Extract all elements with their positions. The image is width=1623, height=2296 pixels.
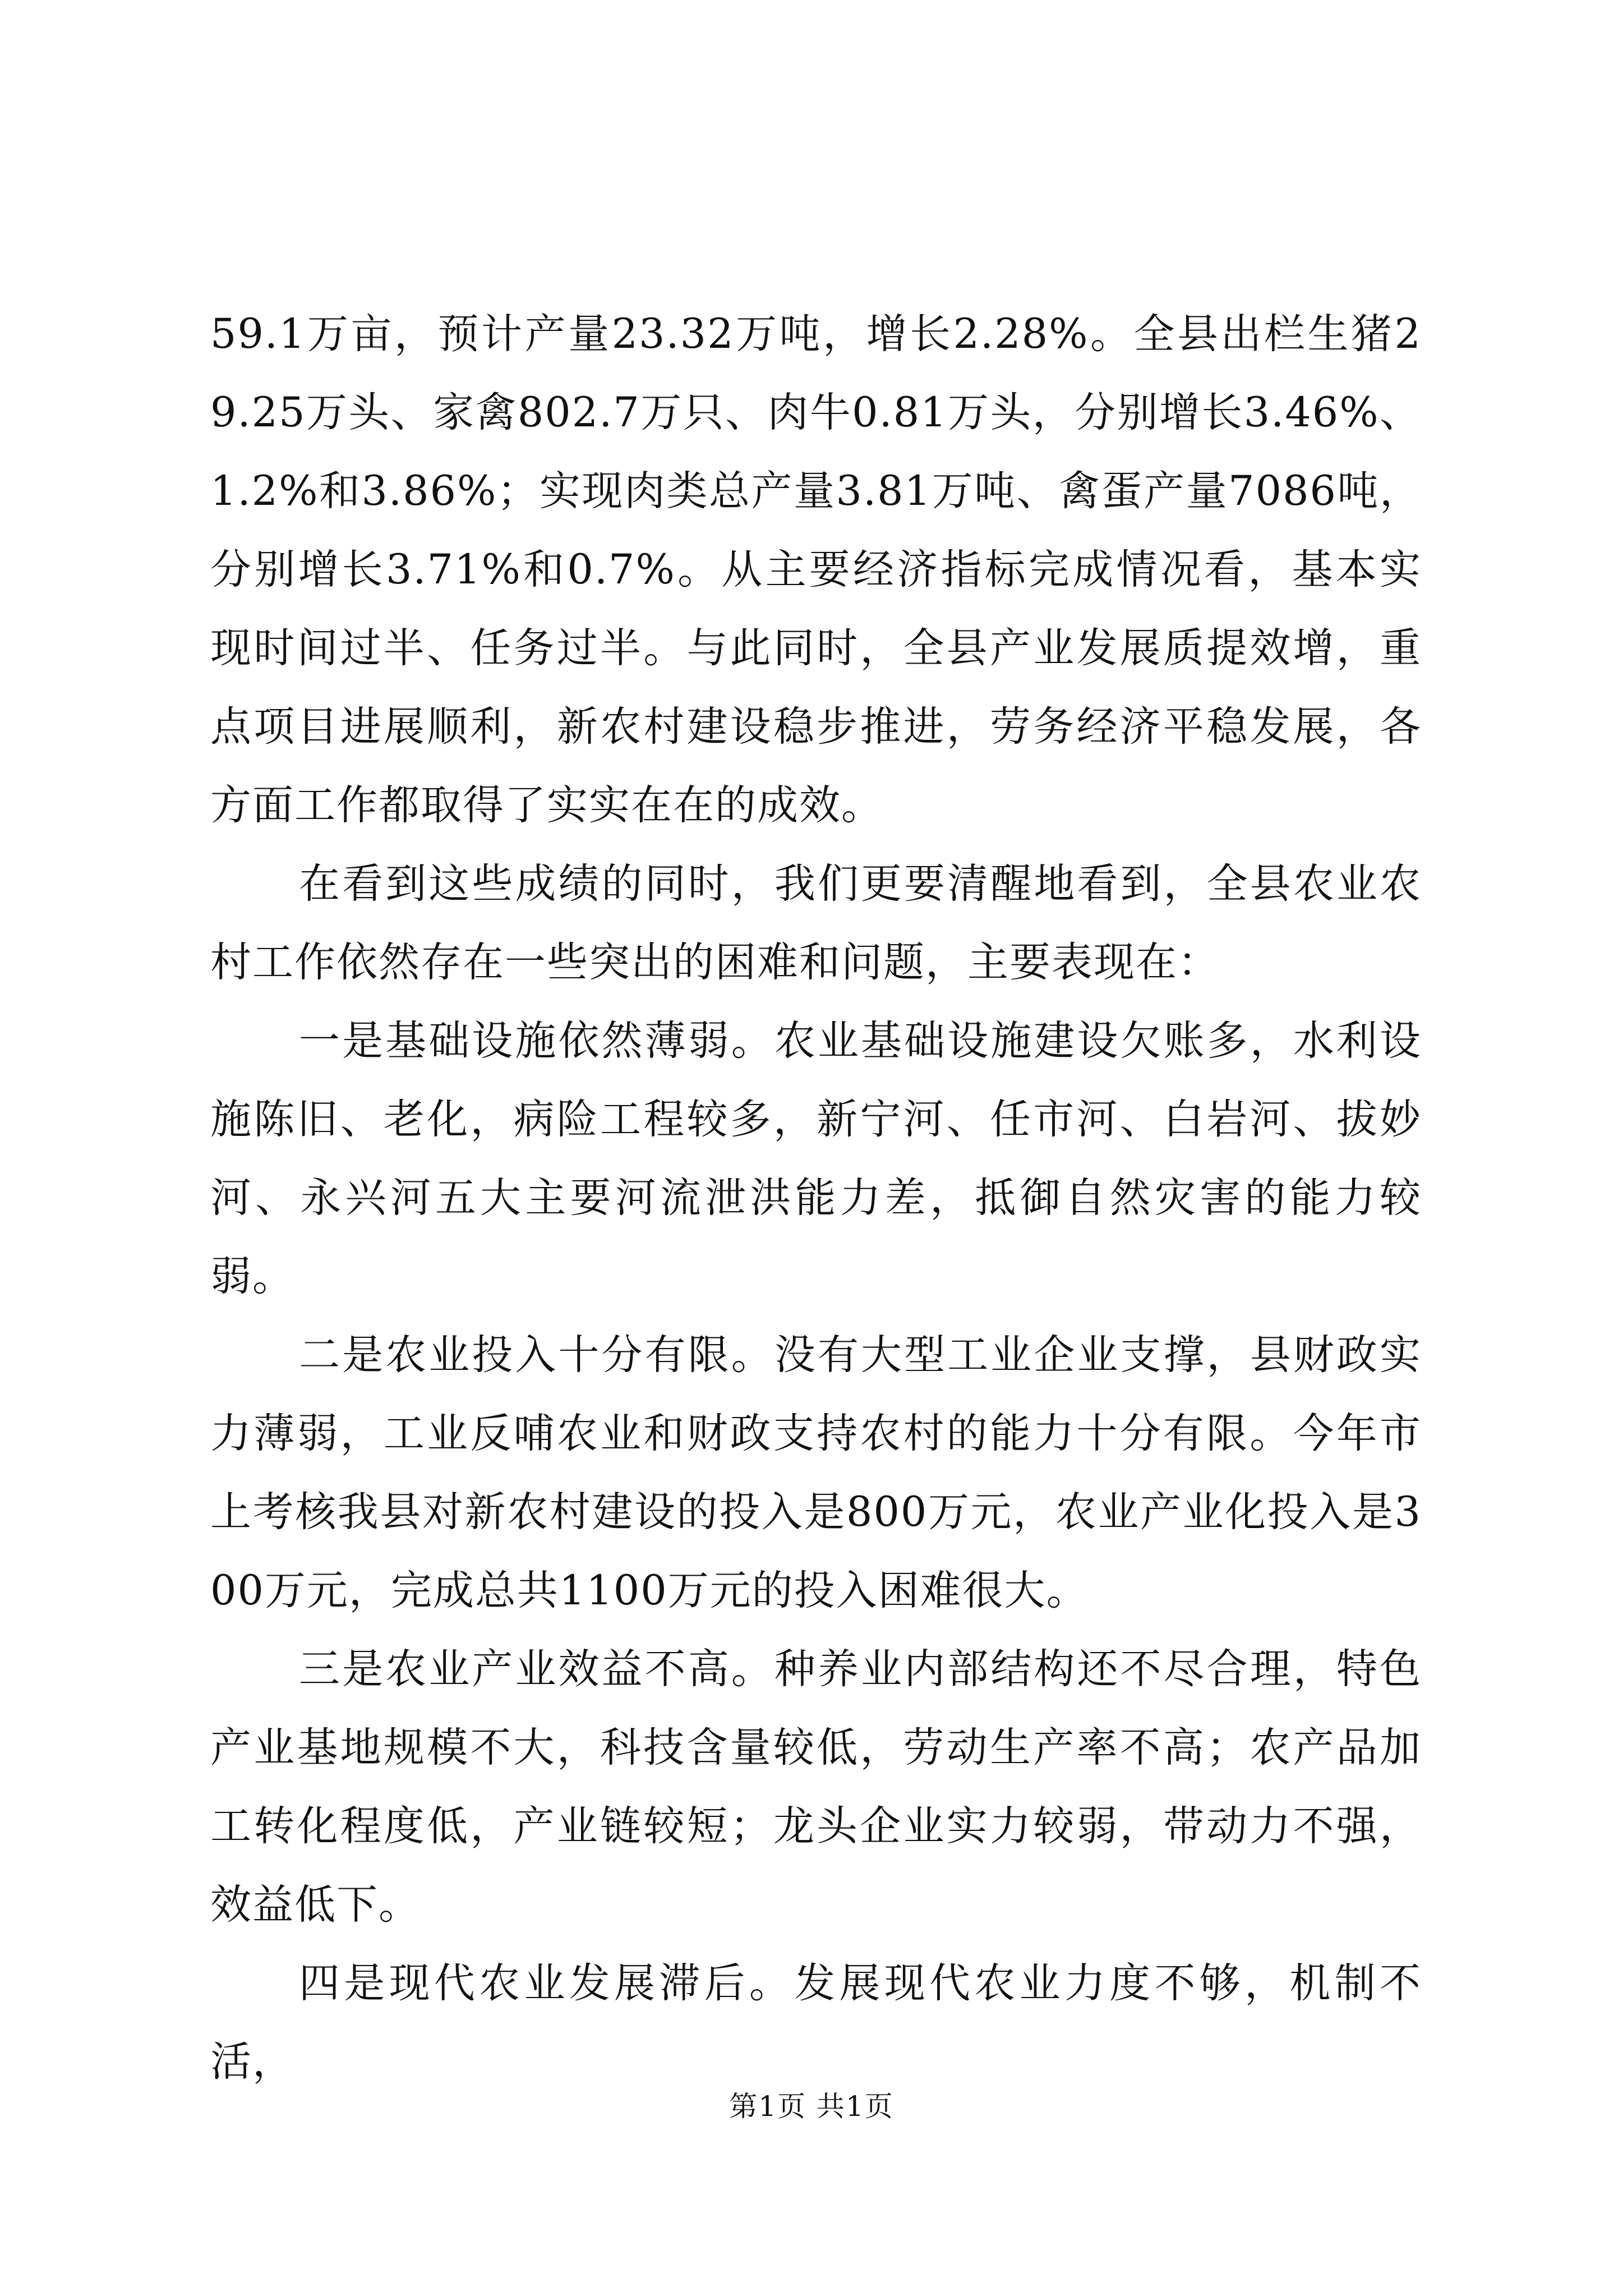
- body-paragraph-6: 四是现代农业发展滞后。发展现代农业力度不够，机制不活，: [210, 1959, 1422, 2086]
- body-paragraph-3: 一是基础设施依然薄弱。农业基础设施建设欠账多，水利设施陈旧、老化，病险工程较多，新宁河、任市河、白岩河、拔妙河、永兴河五大主要河流泄洪能力差，抵御自然灾害的能力较弱。: [210, 1017, 1422, 1300]
- body-paragraph-4: 二是农业投入十分有限。没有大型工业企业支撑，县财政实力薄弱，工业反哺农业和财政支持农村的能力十分有限。今年市上考核我县对新农村建设的投入是800万元，农业产业化投入是300万元，完成总共1100万元的投入困难很大。: [210, 1331, 1422, 1614]
- page-footer: [0, 2084, 1623, 2124]
- document-body: [210, 295, 1422, 2101]
- body-paragraph-5: 三是农业产业效益不高。种养业内部结构还不尽合理，特色产业基地规模不大，科技含量较低，劳动生产率不高；农产品加工转化程度低，产业链较短；龙头企业实力较弱，带动力不强，效益低下。: [210, 1645, 1422, 1929]
- body-paragraph-1: 59.1万亩，预计产量23.32万吨，增长2.28%。全县出栏生猪29.25万头、家禽802.7万只、肉牛0.81万头，分别增长3.46%、1.2%和3.86%；实现肉类总产量3.81万吨、禽蛋产量7086吨，分别增长3.71%和0.7%。从主要经济指标完成情况看，基本实现时间过半、任务过半。与此同时，全县产业发展质提效增，重点项目进展顺利，新农村建设稳步推进，劳务经济平稳发展，各方面工作都取得了实实在在的成效。: [210, 310, 1422, 829]
- page-number-label: 第1页 共1页: [729, 2090, 894, 2123]
- body-paragraph-2: 在看到这些成绩的同时，我们更要清醒地看到，全县农业农村工作依然存在一些突出的困难和问题，主要表现在：: [210, 860, 1422, 986]
